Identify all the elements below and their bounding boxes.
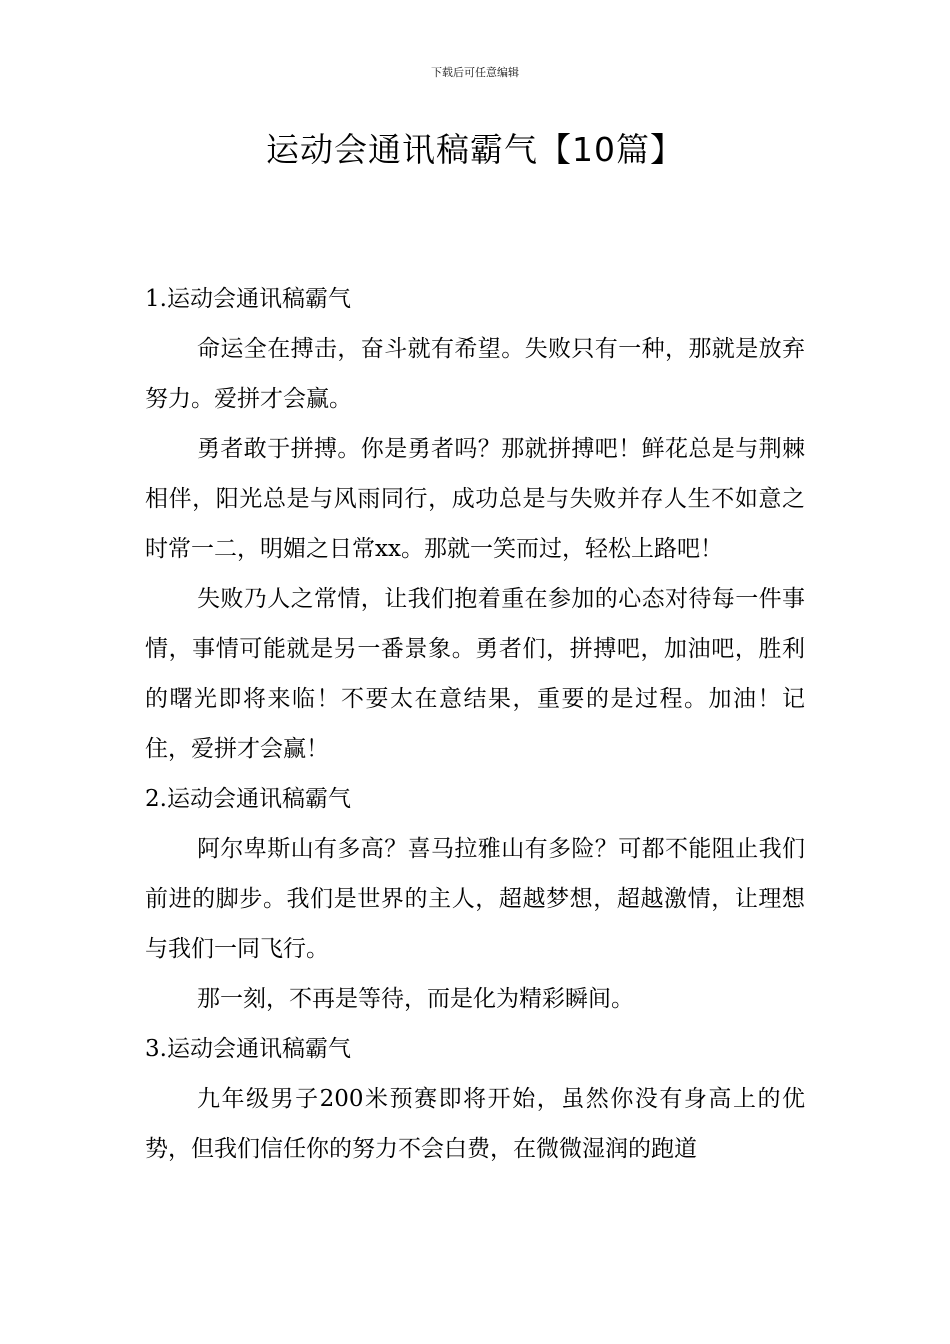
paragraph: 命运全在搏击，奋斗就有希望。失败只有一种，那就是放弃努力。爱拼才会赢。 (145, 336, 805, 412)
paragraph: 阿尔卑斯山有多高？喜马拉雅山有多险？可都不能阻止我们前进的脚步。我们是世界的主人，超越梦想，超越激情，让理想与我们一同飞行。 (145, 836, 805, 962)
section-heading: 1.运动会通讯稿霸气 (145, 286, 351, 312)
section-heading: 2.运动会通讯稿霸气 (145, 786, 351, 812)
header-note: 下载后可任意编辑 (431, 66, 519, 79)
document-body (145, 274, 805, 1174)
paragraph: 那一刻，不再是等待，而是化为精彩瞬间。 (197, 986, 634, 1012)
paragraph: 九年级男子200米预赛即将开始，虽然你没有身高上的优势，但我们信任你的努力不会白费，在微微湿润的跑道 (145, 1086, 805, 1162)
paragraph: 勇者敢于拼搏。你是勇者吗？那就拼搏吧！鲜花总是与荆棘相伴，阳光总是与风雨同行，成功总是与失败并存人生不如意之时常一二，明媚之日常xx。那就一笑而过，轻松上路吧！ (145, 436, 805, 562)
section-heading: 3.运动会通讯稿霸气 (145, 1036, 351, 1062)
paragraph: 失败乃人之常情，让我们抱着重在参加的心态对待每一件事情，事情可能就是另一番景象。勇者们，拼搏吧，加油吧，胜利的曙光即将来临！不要太在意结果，重要的是过程。加油！记住，爱拼才会赢！ (145, 586, 805, 762)
document-title: 运动会通讯稿霸气【10篇】 (266, 130, 684, 169)
